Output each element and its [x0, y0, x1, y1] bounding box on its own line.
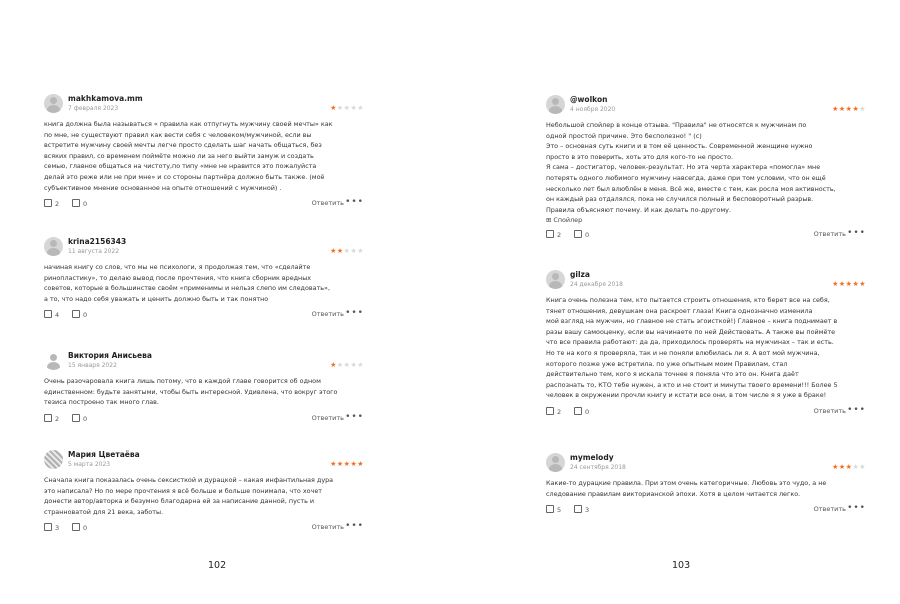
- avatar[interactable]: [546, 95, 565, 114]
- star-empty-icon: ★: [859, 105, 866, 113]
- spoiler-toggle[interactable]: ⊞ Спойлер: [546, 216, 583, 225]
- reviewer-name[interactable]: @wolkon: [570, 95, 608, 104]
- thumbs-down-icon: [574, 230, 582, 238]
- star-empty-icon: ★: [852, 463, 860, 471]
- star-filled-icon: ★: [330, 104, 337, 112]
- star-empty-icon: ★: [357, 104, 364, 112]
- star-filled-icon: ★: [336, 247, 344, 255]
- review-text: книга должна была называться « правила как отпугнуть мужчину своей мечты» как по мне, не существуют правил как вести себя с человеком/мужчиной, если вы встретите мужчину своей мечты легче просто сделать шаг начать общаться, без всяких правил, со временем поймёте можно ли за него выйти замуж и создать семью, главное общаться на чистоту,по типу «мне не нравится это пожалуйста делай это реже или не при мне» и со стороны партнёра должно быть также. (моё субъективное мнение основанное на опыте отношений с мужчиной) .: [44, 120, 333, 192]
- review-date: 11 августа 2022: [68, 248, 120, 255]
- star-empty-icon: ★: [343, 361, 351, 369]
- dislike-count: 3: [585, 506, 590, 515]
- thumbs-down-icon: [72, 310, 80, 318]
- avatar[interactable]: [44, 351, 63, 370]
- star-rating: [832, 105, 866, 113]
- avatar[interactable]: [546, 453, 565, 472]
- star-empty-icon: ★: [859, 463, 866, 471]
- like-count: 5: [557, 506, 562, 515]
- star-filled-icon: ★: [852, 105, 860, 113]
- thumbs-up-icon: [44, 199, 52, 207]
- star-filled-icon: ★: [330, 361, 337, 369]
- reviewer-name[interactable]: Виктория Анисьева: [68, 351, 152, 360]
- review-date: 7 февраля 2023: [68, 105, 119, 112]
- review-date: 24 сентября 2018: [570, 464, 626, 471]
- thumbs-up-icon: [546, 505, 554, 513]
- star-filled-icon: ★: [859, 280, 866, 288]
- reviewer-name[interactable]: krina2156343: [68, 237, 127, 246]
- dislike-button[interactable]: [574, 505, 589, 514]
- star-filled-icon: ★: [845, 280, 853, 288]
- review-card: [44, 351, 364, 426]
- like-count: 3: [55, 524, 60, 533]
- thumbs-up-icon: [546, 407, 554, 415]
- dislike-button[interactable]: [574, 407, 589, 416]
- dislike-count: 0: [83, 414, 88, 423]
- star-filled-icon: ★: [832, 280, 839, 288]
- more-icon[interactable]: •••: [847, 503, 866, 514]
- review-date: 15 января 2022: [68, 362, 117, 369]
- star-filled-icon: ★: [330, 460, 337, 468]
- thumbs-up-icon: [546, 230, 554, 238]
- star-filled-icon: ★: [845, 105, 853, 113]
- more-icon[interactable]: •••: [345, 521, 364, 532]
- reply-link[interactable]: Ответить: [311, 310, 344, 319]
- reply-link[interactable]: Ответить: [311, 413, 344, 422]
- review-date: 5 марта 2023: [68, 461, 111, 468]
- like-count: 4: [55, 311, 60, 320]
- like-count: 2: [557, 407, 562, 416]
- star-filled-icon: ★: [330, 247, 337, 255]
- reviewer-name[interactable]: mymelody: [570, 453, 614, 462]
- thumbs-up-icon: [44, 310, 52, 318]
- dislike-button[interactable]: [72, 523, 87, 532]
- star-rating: [330, 460, 364, 468]
- star-filled-icon: ★: [350, 460, 358, 468]
- avatar[interactable]: [44, 237, 63, 256]
- star-filled-icon: ★: [852, 280, 860, 288]
- review-text: Книга очень полезна тем, кто пытается строить отношения, кто берет все на себя, тянет отношения, девушкам она раскроет глаза! Книга однозначно изменила мой взгляд на мужчин, но главное не стать эгоисткой!) Главное – книга поднимает в разы вашу самооценку, если вы начинаете по ней Действовать. А также вы поймёте что все правила работают: да да, приходилось проверять на мужчинах – так и есть. Но те на кого я проверяла, так и не поняли влюбилась ли я. А вот мой мужчина, которого позже уже встретила. по уже опытным моим Правилам, стал действительно тем, кого я искала точнее я поняла что это он. Книга даёт распознать то, КТО тебе нужен, а кто и не стоит и минуты твоего времени!!! Более 5 человек в окружении прочли книгу и кстати все они, в том числе я я уже в браке!: [546, 296, 838, 400]
- more-icon[interactable]: •••: [345, 308, 364, 319]
- dislike-button[interactable]: [72, 310, 87, 319]
- review-card: [44, 450, 364, 535]
- more-icon[interactable]: •••: [847, 404, 866, 415]
- star-rating: [330, 104, 364, 112]
- avatar[interactable]: [44, 450, 63, 469]
- reviewer-name[interactable]: makhkamova.mm: [68, 94, 143, 103]
- review-text: Очень разочаровала книга лишь потому, что в каждой главе говорится об одном единственном: будьте занятыми, чтобы быть интересной. Удивлена, что вокруг этого тезиса построено так много глав.: [44, 377, 338, 407]
- star-filled-icon: ★: [336, 460, 344, 468]
- like-button[interactable]: [546, 505, 561, 514]
- star-empty-icon: ★: [336, 361, 344, 369]
- star-filled-icon: ★: [838, 105, 846, 113]
- like-button[interactable]: [44, 199, 59, 208]
- like-button[interactable]: [44, 523, 59, 532]
- star-rating: [330, 361, 364, 369]
- more-icon[interactable]: •••: [345, 411, 364, 422]
- dislike-count: 0: [83, 524, 88, 533]
- reply-link[interactable]: Ответить: [311, 523, 344, 532]
- thumbs-down-icon: [72, 199, 80, 207]
- dislike-count: 0: [83, 311, 88, 320]
- review-text: начиная книгу со слов, что мы не психологи, я продолжая тем, что «сделайте ринопластику», то делаю вывод после прочтения, что книга сборник вредных советов, которые в большинстве своём «применимы и нельзя слепо им следовать», а то, что надо себя уважать и ценить должно быть и так понятно: [44, 263, 330, 303]
- more-icon[interactable]: •••: [345, 197, 364, 208]
- reply-link[interactable]: Ответить: [813, 406, 846, 415]
- reply-link[interactable]: Ответить: [311, 199, 344, 208]
- star-rating: [832, 280, 866, 288]
- star-empty-icon: ★: [343, 247, 351, 255]
- review-card: [44, 94, 364, 211]
- dislike-count: 0: [585, 231, 590, 240]
- like-button[interactable]: [44, 310, 59, 319]
- star-empty-icon: ★: [357, 247, 364, 255]
- avatar[interactable]: [44, 94, 63, 113]
- like-button[interactable]: [546, 407, 561, 416]
- thumbs-down-icon: [574, 407, 582, 415]
- more-icon[interactable]: •••: [847, 228, 866, 239]
- reply-link[interactable]: Ответить: [813, 230, 846, 239]
- review-text: Сначала книга показалась очень сексисткой и дурацкой – какая инфантильная дура это написала? Но по мере прочтения я всё больше и больше понимала, что хочет донести автор/авторка и безумно благодарна ей за написание данной, пусть и странноватой для 21 века, заботы.: [44, 476, 334, 516]
- like-count: 2: [55, 414, 60, 423]
- star-empty-icon: ★: [350, 361, 358, 369]
- reviewer-name[interactable]: gilza: [570, 270, 590, 279]
- star-empty-icon: ★: [357, 361, 364, 369]
- star-filled-icon: ★: [838, 463, 846, 471]
- star-empty-icon: ★: [350, 104, 358, 112]
- reply-link[interactable]: Ответить: [813, 505, 846, 514]
- review-card: [44, 237, 364, 322]
- right-page: [450, 0, 900, 604]
- thumbs-up-icon: [44, 414, 52, 422]
- review-text: Какие-то дурацкие правила. При этом очень категоричные. Любовь это чудо, а не следование правилам викторианской эпохи. Хотя в целом читается легко.: [546, 479, 827, 498]
- star-empty-icon: ★: [350, 247, 358, 255]
- star-filled-icon: ★: [357, 460, 364, 468]
- star-filled-icon: ★: [838, 280, 846, 288]
- review-text: Небольшой спойлер в конце отзыва. "Правила" не относятся к мужчинам по одной простой причине. Это бесполезно! " (с) Это – основная суть книги и в том её ценность. Современной женщине нужно просто в это поверить, хоть это для кого-то не просто. Я сама – достигатор, человек-результат. Но эта черта характера «помогла» мне потерять одного любимого мужчину навсегда, даже при том условии, что он ещё несколько лет был влюблён в меня. Всё же, вместе с тем, как росла моя активность, он каждый раз отдалялся, пока не случился полный и бесповоротный разрыв. Правила объясняют почему. И как делать по-другому.: [546, 121, 836, 214]
- dislike-button[interactable]: [72, 414, 87, 423]
- star-filled-icon: ★: [845, 463, 853, 471]
- dislike-count: 0: [585, 407, 590, 416]
- page-number: 102: [208, 560, 227, 571]
- reviewer-name[interactable]: Мария Цветаёва: [68, 450, 140, 459]
- page-number: 103: [672, 560, 691, 571]
- like-button[interactable]: [546, 230, 561, 239]
- star-filled-icon: ★: [832, 463, 839, 471]
- review-card: [546, 270, 866, 419]
- thumbs-up-icon: [44, 523, 52, 531]
- review-card: [546, 453, 866, 517]
- star-rating: [832, 463, 866, 471]
- star-empty-icon: ★: [343, 104, 351, 112]
- thumbs-down-icon: [574, 505, 582, 513]
- dislike-button[interactable]: [72, 199, 87, 208]
- review-date: 4 ноября 2020: [570, 106, 616, 113]
- like-count: 2: [557, 231, 562, 240]
- dislike-count: 0: [83, 200, 88, 209]
- star-filled-icon: ★: [832, 105, 839, 113]
- like-count: 2: [55, 200, 60, 209]
- star-rating: [330, 247, 364, 255]
- thumbs-down-icon: [72, 523, 80, 531]
- star-empty-icon: ★: [336, 104, 344, 112]
- avatar[interactable]: [546, 270, 565, 289]
- review-date: 24 декабря 2018: [570, 281, 623, 288]
- like-button[interactable]: [44, 414, 59, 423]
- review-card: [546, 95, 866, 242]
- star-filled-icon: ★: [343, 460, 351, 468]
- thumbs-down-icon: [72, 414, 80, 422]
- dislike-button[interactable]: [574, 230, 589, 239]
